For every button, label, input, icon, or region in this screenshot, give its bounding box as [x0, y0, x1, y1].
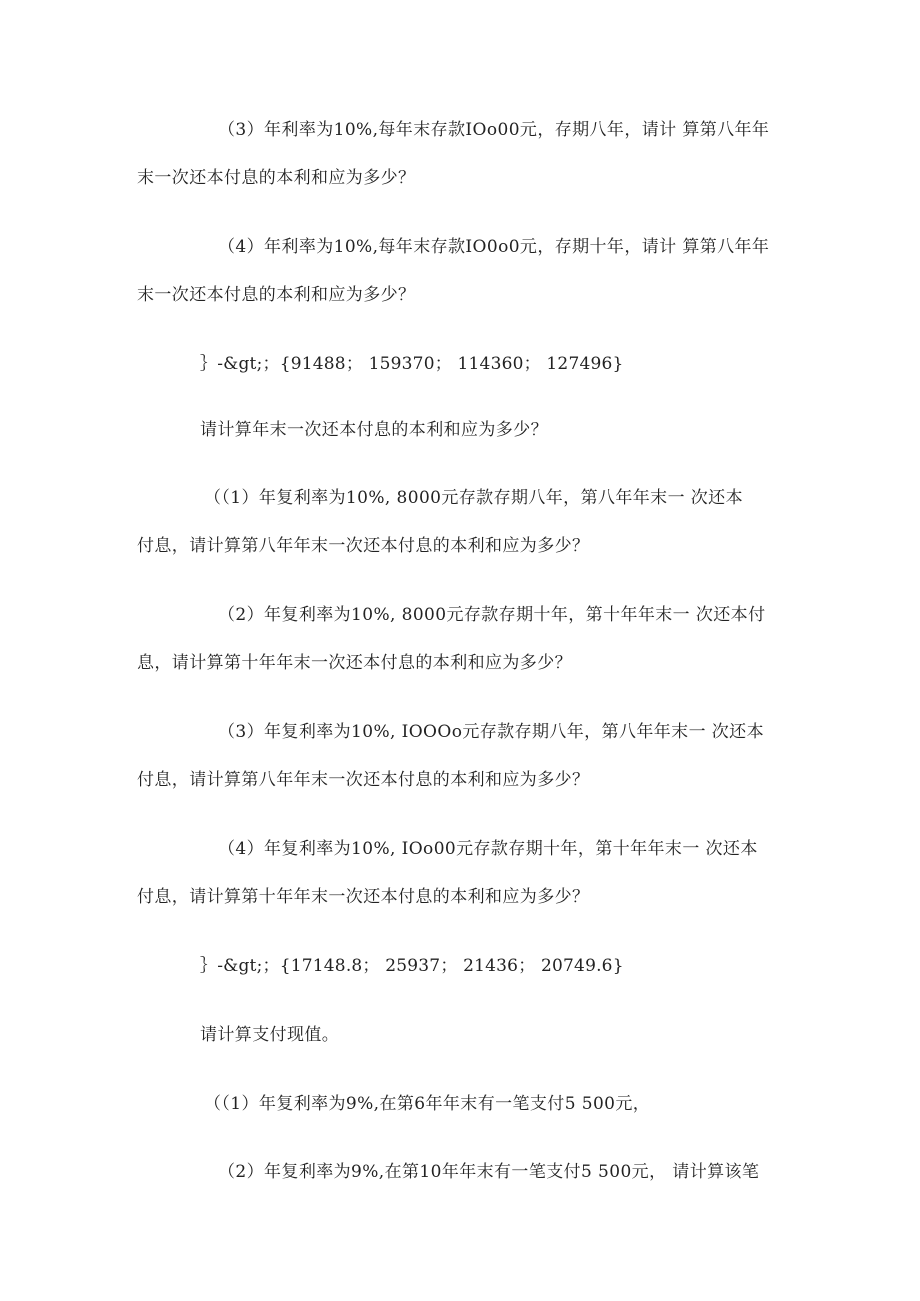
- answer-line: ｝-&gt;；{17148.8； 25937； 21436； 20749.6}: [200, 956, 624, 976]
- paragraph-line: （2）年复利率为9%,在第10年年末有一笔支付5 500元， 请计算该笔: [218, 1162, 760, 1182]
- paragraph-line: （（1）年复利率为9%,在第6年年末有一笔支付5 500元，: [204, 1094, 651, 1114]
- paragraph-line: （（1）年复利率为10%, 8000元存款存期八年，第八年年末一 次还本: [204, 488, 743, 508]
- paragraph-line: 末一次还本付息的本利和应为多少？: [137, 285, 416, 305]
- paragraph-line: 付息，请计算第八年年末一次还本付息的本利和应为多少？: [137, 536, 590, 556]
- paragraph-line: （3）年利率为10%,每年末存款IOo00元，存期八年，请计 算第八年年: [218, 120, 770, 140]
- paragraph-line: （4）年利率为10%,每年末存款IO0o0元，存期十年，请计 算第八年年: [218, 237, 770, 257]
- paragraph-line: 息，请计算第十年年末一次还本付息的本利和应为多少？: [137, 653, 572, 673]
- paragraph-line: 付息，请计算第十年年末一次还本付息的本利和应为多少？: [137, 887, 590, 907]
- paragraph-line: 付息，请计算第八年年末一次还本付息的本利和应为多少？: [137, 770, 590, 790]
- paragraph-line: （4）年复利率为10%, IOo00元存款存期十年，第十年年末一 次还本: [218, 839, 758, 859]
- question-heading: 请计算年末一次还本付息的本利和应为多少？: [200, 420, 548, 440]
- paragraph-line: （2）年复利率为10%, 8000元存款存期十年，第十年年末一 次还本付: [218, 605, 766, 625]
- paragraph-line: 末一次还本付息的本利和应为多少？: [137, 168, 416, 188]
- paragraph-line: （3）年复利率为10%, IOOOo元存款存期八年，第八年年末一 次还本: [218, 722, 764, 742]
- question-heading: 请计算支付现值。: [200, 1025, 340, 1045]
- answer-line: ｝-&gt;；{91488； 159370； 114360； 127496}: [200, 354, 624, 374]
